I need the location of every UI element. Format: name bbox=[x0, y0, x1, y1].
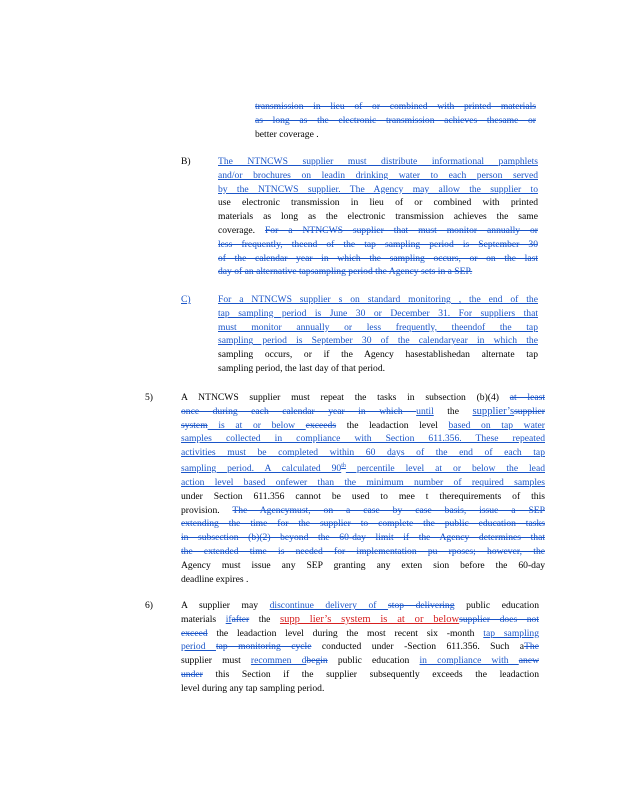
inserted-text: supplier’s bbox=[472, 405, 515, 417]
text-run: sampling period, the last day of that period. bbox=[218, 362, 386, 374]
text-line bbox=[218, 155, 538, 169]
inserted-text: must monitor annually or less frequently, theendof the tap bbox=[218, 321, 538, 333]
deleted-text: supplier does not bbox=[459, 613, 539, 625]
text-line bbox=[181, 504, 545, 518]
text-line bbox=[218, 238, 538, 252]
text-run: this Section if the supplier subsequently exceeds the leadaction bbox=[202, 668, 539, 680]
text-line bbox=[255, 128, 536, 142]
text-line bbox=[218, 183, 538, 197]
text-line bbox=[181, 391, 545, 405]
deleted-text: of the calendar year in which the sampling occurs, or on the last bbox=[218, 252, 538, 264]
item-5-label: 5) bbox=[145, 392, 153, 403]
deleted-text: at least bbox=[509, 392, 545, 403]
inserted-text: if bbox=[225, 613, 232, 625]
text-line bbox=[218, 169, 538, 183]
text-run: the leadaction level bbox=[336, 419, 449, 431]
deleted-text: in subsection (b)(2) beyond the 60-day limit if the Agency determines that bbox=[181, 532, 545, 544]
inserted-text: The NTNCWS supplier must distribute informational pamphlets bbox=[218, 156, 538, 167]
text-line bbox=[181, 490, 545, 504]
text-run: level during any tap sampling period. bbox=[181, 682, 325, 694]
inserted-text: period bbox=[181, 641, 216, 653]
inserted-text: and/or brochures on leadin drinking water to each person served bbox=[218, 169, 538, 181]
item-6-paragraph bbox=[181, 599, 539, 696]
text-line bbox=[181, 476, 545, 490]
text-line bbox=[181, 545, 545, 559]
inserted-text: tap sampling period is June 30 or December 31. For suppliers that bbox=[218, 307, 538, 319]
deleted-text: stop delivering bbox=[388, 600, 455, 611]
text-line bbox=[181, 599, 539, 613]
inserted-text: th bbox=[341, 462, 346, 469]
inserted-text: in compliance with bbox=[419, 655, 519, 667]
text-line bbox=[181, 613, 539, 627]
text-line bbox=[181, 668, 539, 682]
text-line bbox=[218, 224, 538, 238]
inserted-text: percentile level at or below the lead bbox=[345, 463, 545, 475]
text-line bbox=[218, 252, 538, 266]
item-c-paragraph bbox=[218, 293, 538, 376]
text-line bbox=[181, 419, 545, 433]
deleted-text: system bbox=[181, 419, 208, 431]
deleted-text: exceeds bbox=[305, 419, 337, 431]
text-run: A supplier may bbox=[181, 600, 270, 611]
text-line bbox=[181, 531, 545, 545]
deleted-text: transmission in lieu of or combined with printed materials bbox=[255, 101, 536, 112]
text-line bbox=[181, 460, 545, 476]
text-run: coverage. bbox=[218, 224, 265, 236]
item-c-label: C) bbox=[181, 294, 191, 305]
deleted-text: once during each calendar year in which bbox=[181, 405, 417, 417]
inserted-text: sampling period is September 30 of the calendaryear in which the bbox=[218, 335, 538, 347]
inserted-text: tap sampling bbox=[483, 627, 539, 639]
text-line bbox=[181, 517, 545, 531]
text-run: better coverage . bbox=[255, 128, 319, 140]
text-run: supplier must bbox=[181, 655, 251, 667]
text-line bbox=[181, 559, 545, 573]
top-paragraph bbox=[255, 100, 536, 141]
text-line bbox=[181, 432, 545, 446]
deleted-text: extending the time for the supplier to complete the public education tasks bbox=[181, 518, 545, 530]
text-line bbox=[181, 446, 545, 460]
inserted-text: samples collected in compliance with Section 611.356. These repeated bbox=[181, 433, 545, 445]
text-run: public education bbox=[327, 655, 420, 667]
text-line bbox=[181, 682, 539, 696]
text-run: use electronic transmission in lieu of or combined with printed bbox=[218, 197, 538, 209]
inserted-text: For a NTNCWS supplier s on standard monitoring , the end of the bbox=[218, 294, 538, 305]
deleted-text: For a NTNCWS supplier that must monitor annually or bbox=[264, 224, 538, 236]
deleted-text: less frequently, theend of the tap sampling period is September 30 bbox=[218, 238, 538, 250]
text-run: conducted under -Section 611.356. Such a bbox=[311, 641, 525, 653]
item-b-label: B) bbox=[181, 156, 191, 167]
inserted-text: until bbox=[416, 405, 434, 417]
text-line bbox=[181, 640, 539, 654]
deleted-text: tap monitoring cycle bbox=[215, 641, 312, 653]
text-run: materials bbox=[181, 613, 226, 625]
text-line bbox=[181, 405, 545, 419]
inserted-text: by the NTNCWS supplier. The Agency may allow the supplier to bbox=[218, 183, 538, 195]
text-line bbox=[218, 321, 538, 335]
text-run: deadline expires . bbox=[181, 573, 249, 585]
item-b-paragraph bbox=[218, 155, 538, 279]
text-run: Agency must issue any SEP granting any exten sion before the 60-day bbox=[181, 559, 545, 571]
text-run: the bbox=[249, 613, 280, 625]
text-line bbox=[255, 100, 536, 114]
deleted-text: day of an alternative tapsampling period the Agency sets in a SEP. bbox=[218, 266, 473, 278]
deleted-text: The Agencymust, on a case by case basis, issue a SEP bbox=[232, 504, 545, 516]
text-line bbox=[218, 362, 538, 376]
text-run: the leadaction level during the most recent six -month bbox=[207, 627, 484, 639]
inserted-text: discontinue delivery of bbox=[269, 600, 389, 611]
text-line bbox=[181, 573, 545, 587]
inserted-text: sampling period. A calculated 90 bbox=[181, 463, 342, 475]
text-line bbox=[255, 114, 536, 128]
item-5-paragraph bbox=[181, 391, 545, 586]
text-run: A NTNCWS supplier must repeat the tasks in subsection (b)(4) bbox=[181, 392, 510, 403]
inserted-text: action level based onfewer than the minimum number of required samples bbox=[181, 476, 545, 488]
text-line bbox=[218, 293, 538, 307]
text-line bbox=[218, 196, 538, 210]
inserted-text: supp lier’s system is at or below bbox=[279, 613, 460, 625]
text-line bbox=[218, 307, 538, 321]
deleted-text: after bbox=[231, 613, 250, 625]
text-line bbox=[218, 265, 538, 279]
text-run: sampling occurs, or if the Agency hasestablishedan alternate tap bbox=[218, 349, 538, 361]
item-6-label: 6) bbox=[145, 600, 153, 611]
text-line bbox=[218, 334, 538, 348]
text-run: provision. bbox=[181, 504, 233, 516]
deleted-text: as long as the electronic transmission achieves thesame or bbox=[255, 114, 536, 126]
text-line bbox=[218, 348, 538, 362]
text-run: materials as long as the electronic transmission achieves the same bbox=[218, 211, 538, 223]
text-run: the bbox=[433, 405, 473, 417]
inserted-text: is at or below bbox=[207, 419, 306, 431]
deleted-text: anew bbox=[518, 655, 539, 667]
deleted-text: under bbox=[181, 668, 203, 680]
text-line bbox=[218, 210, 538, 224]
inserted-text: recommen d bbox=[250, 655, 307, 667]
text-run: public education bbox=[454, 600, 539, 611]
text-line bbox=[181, 627, 539, 641]
inserted-text: based on tap water bbox=[448, 419, 545, 431]
text-line bbox=[181, 654, 539, 668]
text-run: under Section 611.356 cannot be used to mee t therequirements of this bbox=[181, 490, 545, 502]
deleted-text: the extended time is needed for implementation pu rposes; however, the bbox=[181, 545, 545, 557]
deleted-text: begin bbox=[306, 655, 328, 667]
deleted-text: exceed bbox=[181, 627, 208, 639]
inserted-text: activities must be completed within 60 days of the end of each tap bbox=[181, 447, 545, 459]
deleted-text: supplier bbox=[514, 405, 545, 417]
deleted-text: The bbox=[524, 641, 539, 653]
